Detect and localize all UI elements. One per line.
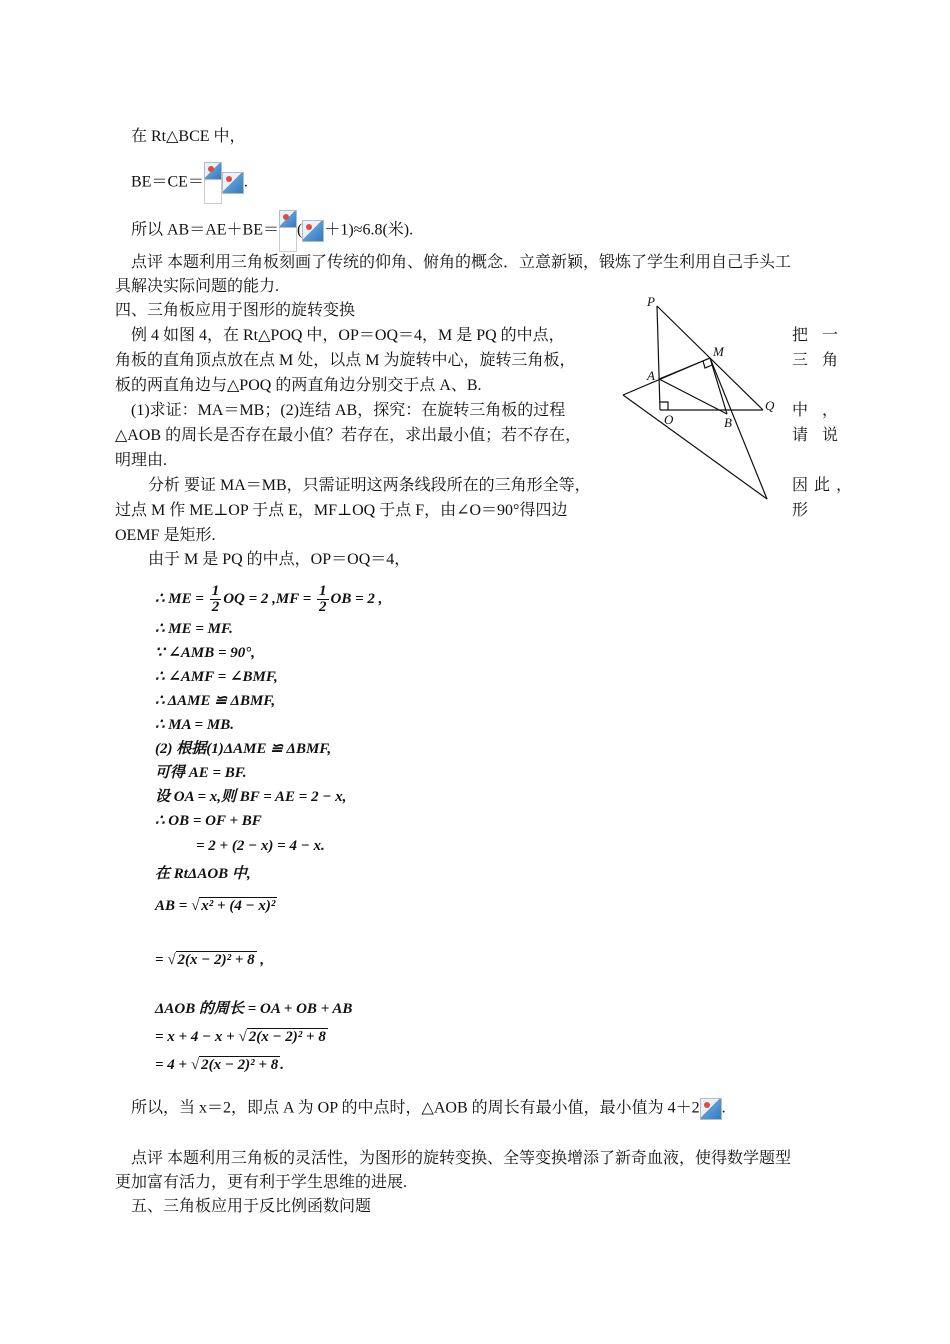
text-fragment: 把 bbox=[792, 327, 809, 344]
text-line: 在 Rt△BCE 中， bbox=[131, 128, 246, 145]
text-line: 角板的直角顶点放在点 M 处，以点 M 为旋转中心，旋转三角板， bbox=[115, 352, 576, 369]
math-line: ∴ ME = MF. bbox=[155, 621, 233, 637]
text-line: 过点 M 作 ME⊥OP 于点 E，MF⊥OQ 于点 F，由∠O＝90°得四边 bbox=[115, 502, 568, 519]
label-A: A bbox=[647, 368, 655, 383]
label-P: P bbox=[647, 294, 655, 309]
math-line: 在 RtΔAOB 中, bbox=[155, 866, 251, 882]
sqrt-sign: √ bbox=[167, 952, 176, 968]
formula-image-icon bbox=[204, 162, 222, 204]
math-line: = 2 + (2 − x) = 4 − x. bbox=[196, 838, 325, 854]
text-fragment: 形 bbox=[792, 502, 809, 519]
text-span: 所以 AB＝AE＋BE＝ bbox=[131, 221, 280, 239]
text-line: 更加富有活力，更有利于学生思维的进展. bbox=[115, 1174, 408, 1191]
segment-PO bbox=[657, 306, 660, 410]
math-line: = x + 4 − x + √ 2(x − 2)² + 8 bbox=[155, 1029, 326, 1045]
label-Q: Q bbox=[765, 398, 775, 413]
math-line: ΔAOB 的周长 = OA + OB + AB bbox=[155, 1001, 353, 1017]
text-fragment: 此 bbox=[814, 477, 831, 494]
math-line: = √ 2(x − 2)² + 8 , bbox=[155, 952, 265, 968]
segment-AB bbox=[659, 379, 727, 414]
sqrt-body: 2(x − 2)² + 8 bbox=[248, 1029, 326, 1045]
text-line: 点评 本题利用三角板的灵活性，为图形的旋转变换、全等变换增添了新奇血液，使得数学题型 bbox=[131, 1150, 792, 1167]
text-span: 所以，当 x＝2，即点 A 为 OP 的中点时，△AOB 的周长有最小值，最小值为 4＋2 bbox=[131, 1099, 700, 1117]
text-fragment: 说 bbox=[822, 427, 839, 444]
math-line: ∴ ME = $\frac{1}{2}$ OQ = 2 ,MF = $\frac{1}{2}$ OB = 2 , bbox=[155, 583, 383, 615]
text-line: 分析 要证 MA＝MB，只需证明这两条线段所在的三角形全等， bbox=[148, 477, 591, 494]
text-span: . bbox=[721, 1099, 726, 1117]
math-line: ∴ ΔAME ≌ ΔBMF, bbox=[155, 693, 276, 709]
text-fragment: 三 bbox=[792, 352, 809, 369]
text-line bbox=[131, 162, 248, 204]
text-line: (1)求证：MA＝MB；(2)连结 AB，探究：在旋转三角板的过程 bbox=[131, 402, 566, 419]
math-line: ∴ OB = OF + BF bbox=[155, 813, 262, 829]
text-line: 点评 本题利用三角板刻画了传统的仰角、俯角的概念．立意新颖，锻炼了学生利用自己手头工 bbox=[131, 254, 792, 271]
formula-image-icon bbox=[700, 1098, 722, 1120]
fraction: $\frac{1}{2}$ bbox=[319, 583, 327, 615]
text-line bbox=[131, 1098, 726, 1120]
math-line: ∴ MA = MB. bbox=[155, 717, 234, 733]
text-line: 明理由. bbox=[115, 452, 168, 469]
section-heading: 四、三角板应用于图形的旋转变换 bbox=[115, 302, 356, 319]
text-line: OEMF 是矩形. bbox=[115, 527, 216, 544]
sqrt-sign: √ bbox=[191, 898, 200, 914]
text-span: BE＝CE＝ bbox=[131, 173, 204, 191]
sqrt-sign: √ bbox=[190, 1057, 200, 1073]
text-span: . bbox=[243, 173, 248, 191]
formula-image-icon bbox=[279, 210, 297, 252]
math-line: ∵ ∠AMB = 90°, bbox=[155, 645, 256, 661]
label-O: O bbox=[664, 412, 674, 427]
math-line: ∴ ∠AMF = ∠BMF, bbox=[155, 669, 278, 685]
text-fragment: 中 bbox=[792, 402, 809, 419]
triangle-board-edge bbox=[623, 358, 710, 395]
text-fragment: 请 bbox=[792, 427, 809, 444]
math-line: (2) 根据(1)ΔAME ≌ ΔBMF, bbox=[155, 741, 332, 757]
text-fragment: ， bbox=[822, 402, 839, 419]
math-line: AB = √ x² + (4 − x)² bbox=[155, 898, 276, 914]
label-B: B bbox=[724, 415, 732, 430]
math-line: 设 OA = x,则 BF = AE = 2 − x, bbox=[155, 789, 347, 805]
text-line: 板的两直角边与△POQ 的两直角边分别交于点 A、B. bbox=[115, 377, 482, 394]
text-fragment: ， bbox=[836, 477, 853, 494]
math-line: = 4 + √ 2(x − 2)² + 8 . bbox=[155, 1057, 284, 1073]
formula-image-icon bbox=[222, 172, 244, 194]
text-span: ( bbox=[297, 221, 303, 239]
text-fragment: 角 bbox=[822, 352, 839, 369]
text-line bbox=[131, 210, 413, 252]
sqrt-body: x² + (4 − x)² bbox=[201, 898, 276, 914]
section-heading: 五、三角板应用于反比例函数问题 bbox=[131, 1198, 372, 1215]
fraction: $\frac{1}{2}$ bbox=[211, 583, 220, 615]
text-fragment: 一 bbox=[822, 327, 839, 344]
sqrt-body: 2(x − 2)² + 8 bbox=[177, 952, 255, 968]
sqrt-body: 2(x − 2)² + 8 bbox=[201, 1057, 279, 1073]
math-line: 可得 AE = BF. bbox=[155, 765, 247, 781]
label-M: M bbox=[713, 344, 724, 359]
text-span: ＋1)≈6.8(米). bbox=[324, 221, 414, 239]
sqrt-sign: √ bbox=[238, 1029, 247, 1045]
right-angle-mark-O bbox=[660, 402, 668, 410]
geometry-figure bbox=[615, 292, 790, 507]
text-line: △AOB 的周长是否存在最小值？若存在，求出最小值；若不存在， bbox=[115, 427, 582, 444]
text-line: 由于 M 是 PQ 的中点，OP＝OQ＝4， bbox=[148, 551, 411, 568]
text-line: 例 4 如图 4，在 Rt△POQ 中，OP＝OQ＝4，M 是 PQ 的中点， bbox=[131, 327, 565, 344]
formula-image-icon bbox=[302, 220, 324, 242]
text-fragment: 因 bbox=[792, 477, 809, 494]
text-line: 具解决实际问题的能力. bbox=[115, 278, 280, 295]
